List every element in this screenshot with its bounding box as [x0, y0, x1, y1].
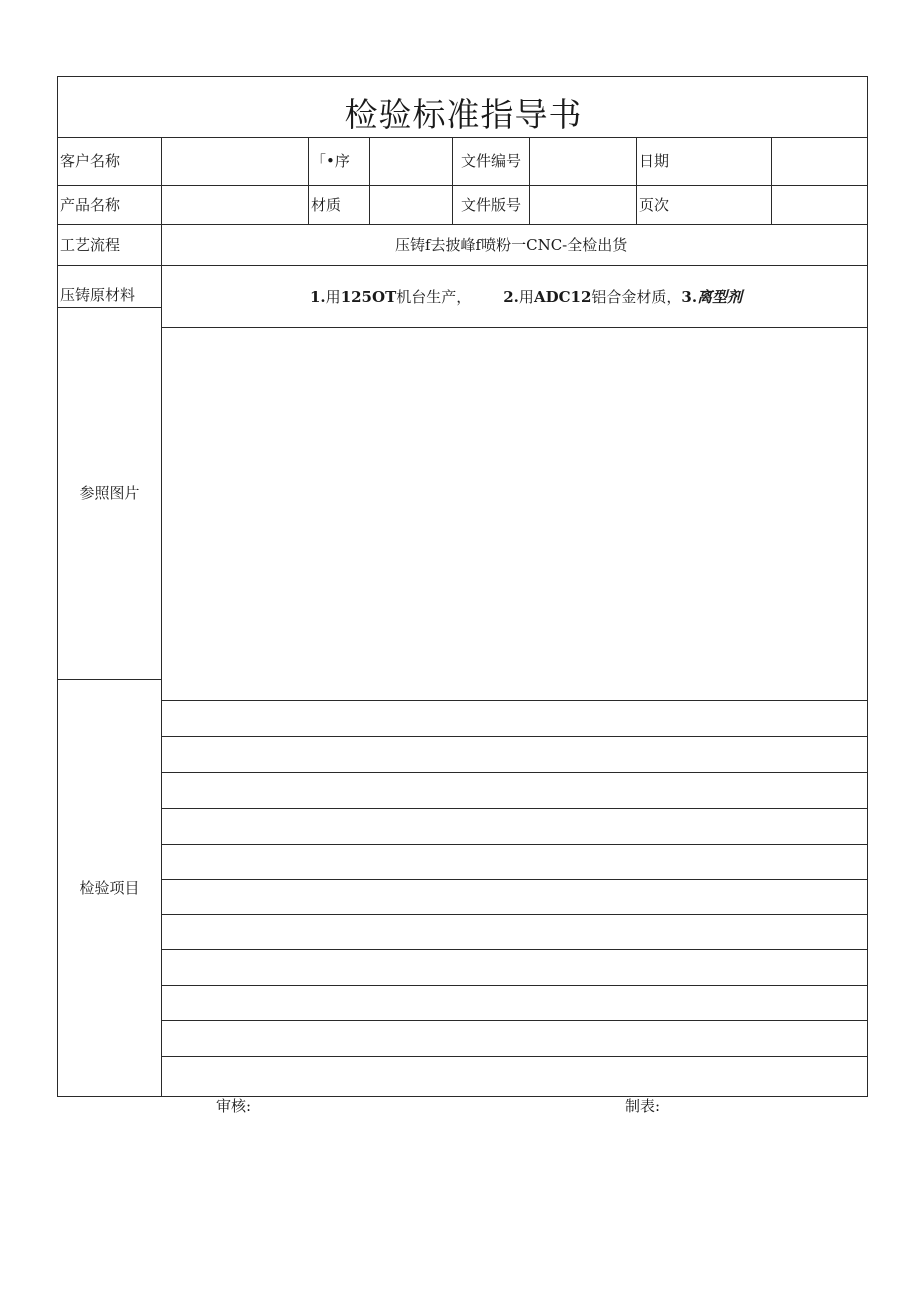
reference-picture-label: 参照图片 [79, 484, 140, 502]
process-flow-label: 工艺流程 [60, 236, 121, 254]
rule-inspect-7 [161, 949, 867, 950]
rule-inspect-9 [161, 1020, 867, 1021]
rule-col-b [369, 137, 370, 225]
rule-inspect-3 [161, 808, 867, 809]
raw-material-part2-code: ADC12 [533, 288, 592, 306]
rule-col-f [771, 137, 772, 225]
raw-material-part1-mid: 用 [325, 288, 341, 306]
review-label: 审核: [216, 1097, 252, 1115]
rule-col-e [636, 137, 637, 225]
raw-material-label: 压铸原材料 [60, 286, 136, 304]
date-label: 日期 [639, 152, 670, 170]
reference-picture-area [162, 328, 867, 700]
raw-material-part2-prefix: 2. [503, 288, 519, 306]
material-label: 材质 [311, 196, 342, 214]
product-name-label: 产品名称 [60, 196, 121, 214]
inspection-standard-sheet [57, 76, 868, 1097]
page-label: 页次 [639, 196, 670, 214]
raw-material-value [310, 287, 742, 307]
file-number-label: 文件编号 [461, 152, 522, 170]
rule-inspect-2 [161, 772, 867, 773]
rule-col-c [452, 137, 453, 225]
raw-material-part2-text: 铝合金材质， [591, 288, 682, 306]
rule-inspect-8 [161, 985, 867, 986]
process-label: 「•序 [311, 152, 350, 170]
rule-inspect-1 [161, 736, 867, 737]
rule-row2 [58, 224, 867, 225]
process-flow-value: 压铸f去披峰f喷粉一CNC-全检出货 [395, 236, 628, 254]
prepared-by-label: 制表: [625, 1097, 661, 1115]
rule-under-title [58, 137, 867, 138]
raw-material-part1-code: 125OT [340, 288, 397, 306]
raw-material-part3-text: 离型剂 [697, 288, 743, 306]
rule-picture-bottom [161, 700, 867, 701]
rule-col-a [308, 137, 309, 225]
rule-row3 [58, 265, 867, 266]
inspection-items-label: 检验项目 [79, 879, 140, 897]
rule-reference-bottom [58, 679, 161, 680]
raw-material-part3-prefix: 3. [681, 288, 698, 306]
raw-material-part2-mid: 用 [518, 288, 534, 306]
raw-material-part1-text: 机台生产， [396, 288, 472, 306]
rule-material-label [58, 307, 161, 308]
rule-col-d [529, 137, 530, 225]
file-version-label: 文件版号 [461, 196, 522, 214]
rule-inspect-10 [161, 1056, 867, 1057]
customer-name-label: 客户名称 [60, 152, 121, 170]
rule-row1 [58, 185, 867, 186]
rule-inspect-4 [161, 844, 867, 845]
rule-inspect-5 [161, 879, 867, 880]
raw-material-part1-prefix: 1. [310, 288, 326, 306]
rule-inspect-6 [161, 914, 867, 915]
document-title: 检验标准指导书 [344, 95, 583, 134]
